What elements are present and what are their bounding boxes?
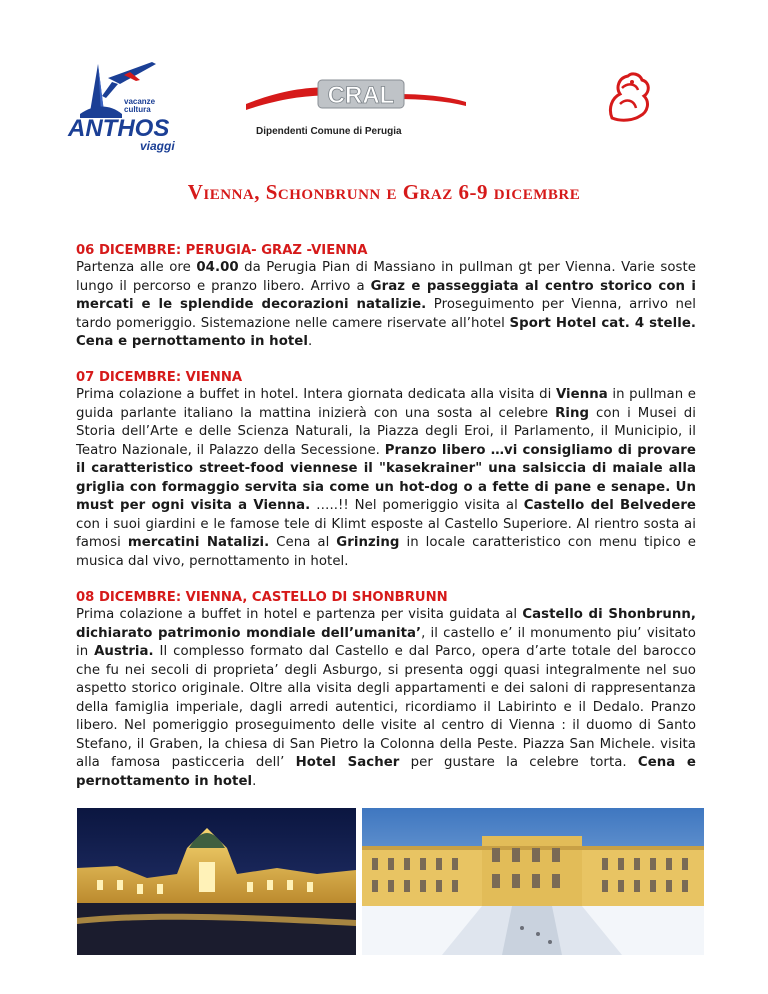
bold-text: Hotel Sacher xyxy=(295,755,400,770)
text-run: . xyxy=(252,773,257,789)
bold-text: Sport Hotel cat. 4 stelle. Cena e pernottamento in hotel xyxy=(76,315,696,349)
text-run: , il castello e’ il monumento piu’ visitato in xyxy=(76,625,696,659)
bold-text: Austria. xyxy=(94,644,154,659)
anthos-logo-graphic xyxy=(60,44,190,156)
bold-text: Ring xyxy=(555,405,590,421)
bold-text: Castello di Shonbrunn, dichiarato patrimonio mondiale dell’umanita’ xyxy=(76,607,696,641)
bold-text: Pranzo libero …vi consigliamo di provare il caratteristico street-food viennese il "kasekrainer" una salsiccia di maiale alla griglia con formaggio servita sia come un hot-dog o a fette di pane e senape. Un must per ogni visita a Vienna. xyxy=(76,442,696,513)
day-heading: 08 DICEMBRE: VIENNA, CASTELLO DI SHONBRUNN xyxy=(76,590,448,605)
bold-text: 04.00 xyxy=(196,260,239,275)
day-description xyxy=(76,259,696,352)
day-section xyxy=(76,590,696,791)
page-title: Vienna, Schonbrunn e Graz 6-9 dicembre xyxy=(187,180,581,204)
text-run: per gustare la celebre torta. xyxy=(399,755,638,770)
text-run: . xyxy=(307,334,313,349)
day-section xyxy=(76,370,696,571)
bold-text: mercatini Natalizi. xyxy=(127,535,270,550)
day-heading: 07 DICEMBRE: VIENNA xyxy=(76,370,243,385)
hofburg-night-photo xyxy=(77,808,356,955)
text-run: Prima colazione a buffet in hotel e partenza per visita guidata al xyxy=(76,607,523,622)
anthos-tagline-2: cultura xyxy=(124,105,151,114)
text-run: in locale caratteristico con menu tipico e musica dal vivo, pernottamento in hotel. xyxy=(76,535,696,569)
bold-text: Graz e passeggiata al centro storico con i mercati e le splendide decorazioni natalizie. xyxy=(76,278,697,312)
anthos-sub: viaggi xyxy=(140,139,175,153)
day-description xyxy=(76,606,696,791)
text-run: con i suoi giardini e le famose tele di Klimt esposte al Castello Superiore. Al rientro sosta ai famosi xyxy=(76,516,696,550)
text-run: Il complesso formato dal Castello e dal Parco, opera d’arte totale del barocco che fu nei secoli di proprieta’ degli Asburgo, si presenta oggi quasi integralmente nel suo aspetto storico originale. Oltre alla visita degli appartamenti e dei saloni di rappresentanza della famiglia imperiale, dagli arredi autentici, ricordiamo il Labirinto e il Dedalo. Pranzo libero. Nel pomeriggio proseguimento delle visite al centro di Vienna : il duomo di Santo Stefano, il Graben, la chiesa di San Pietro la Colonna della Peste. Piazza San Michele. visita alla famosa pasticceria dell’ xyxy=(76,644,697,770)
text-run: Proseguimento per Vienna, arrivo nel tardo pomeriggio. Sistemazione nelle camere riservate all’hotel xyxy=(76,297,696,331)
text-run: Partenza alle ore xyxy=(76,260,197,275)
bold-text: Grinzing xyxy=(336,535,400,550)
text-run: Cena al xyxy=(269,535,337,550)
anthos-viaggi-logo xyxy=(60,44,190,156)
text-run: da Perugia Pian di Massiano in pullman gt per Vienna. Varie soste lungo il percorso e pranzo libero. Arrivo a xyxy=(76,260,696,294)
text-run: …..!! Nel pomeriggio visita al xyxy=(310,498,524,513)
text-run: con i Musei di Storia dell’Arte e delle Scienza Naturali, la Piazza degli Eroi, il Parlamento, il Municipio, il Teatro Nazionale, il Palazzo della Secessione. xyxy=(76,405,696,458)
anthos-name: ANTHOS xyxy=(68,115,170,142)
griffin-icon xyxy=(598,68,658,124)
day-description xyxy=(76,386,696,571)
bold-text: Cena e pernottamento in hotel xyxy=(76,755,696,789)
bold-text: Castello del Belvedere xyxy=(523,498,696,513)
cral-subtitle: Dipendenti Comune di Perugia xyxy=(256,126,402,137)
bold-text: Vienna xyxy=(555,387,608,402)
schonbrunn-winter-photo xyxy=(362,808,704,955)
text-run: in pullman e guida parlante italiano la mattina inizierà con una sosta al celebre xyxy=(76,387,696,421)
cral-logo-graphic xyxy=(246,74,466,126)
anthos-tagline-1: vacanze xyxy=(124,97,156,106)
day-section xyxy=(76,243,696,352)
day-heading: 06 DICEMBRE: PERUGIA- GRAZ -VIENNA xyxy=(76,243,368,258)
text-run: Prima colazione a buffet in hotel. Intera giornata dedicata alla visita di xyxy=(76,387,556,402)
cral-name: CRAL xyxy=(327,82,395,109)
